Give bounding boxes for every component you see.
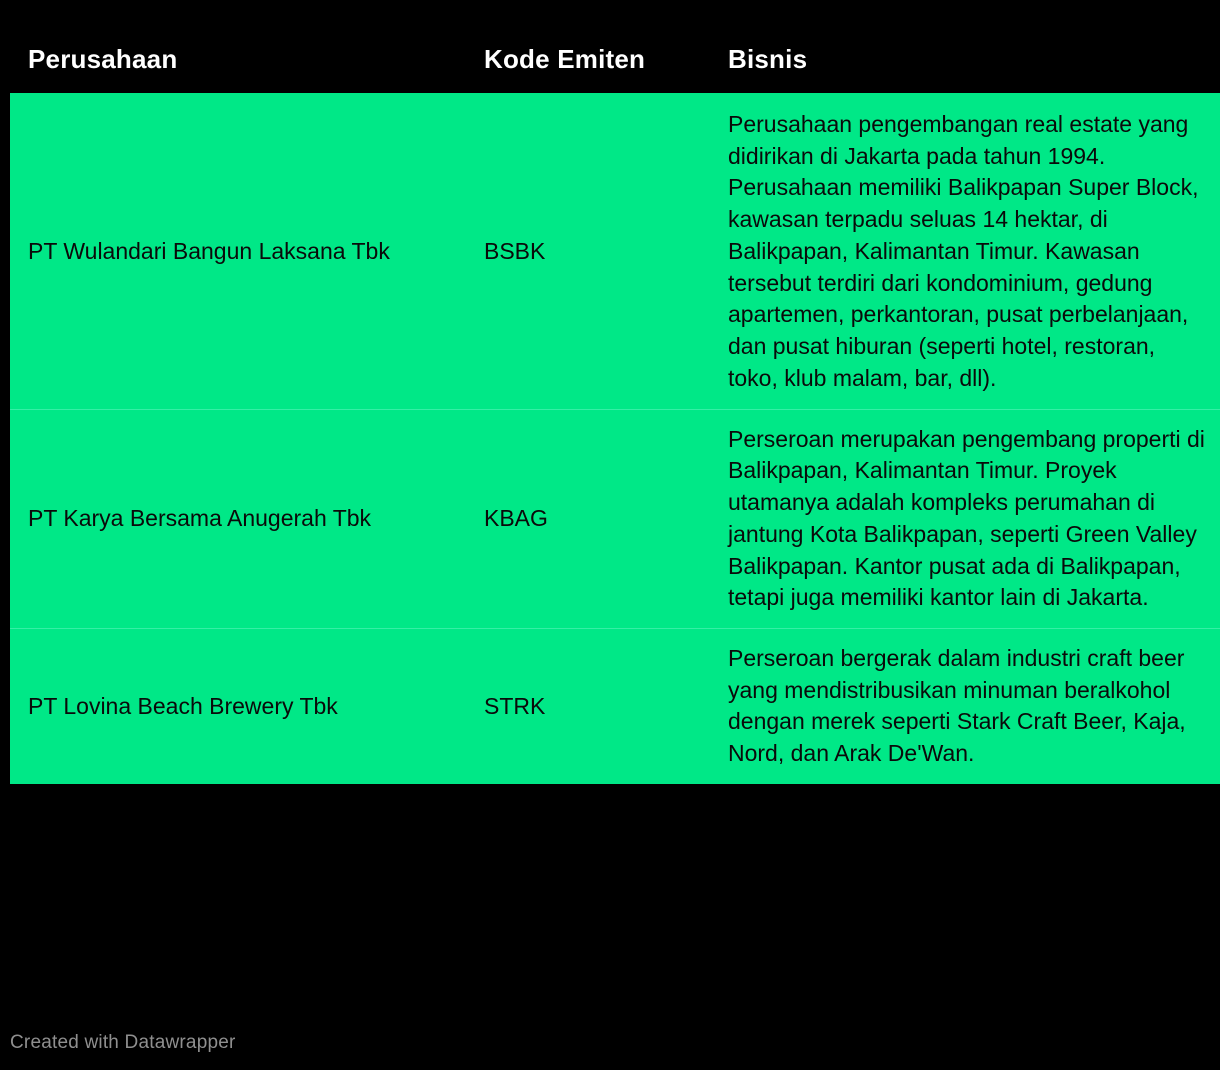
cell-business: Perusahaan pengembangan real estate yang didirikan di Jakarta pada tahun 1994. Perusahaan memiliki Balikpapan Super Block, kawasan terpadu seluas 14 hektar, di Balikpapan, Kalimantan Timur. Kawasan tersebut terdiri dari kondominium, gedung apartemen, perkantoran, pusat perbelanjaan, dan pusat hiburan (seperti hotel, restoran, toko, klub malam, bar, dll). [720, 93, 1220, 409]
cell-business: Perseroan bergerak dalam industri craft beer yang mendistribusikan minuman beralkohol dengan merek seperti Stark Craft Beer, Kaja, Nord, dan Arak De'Wan. [720, 629, 1220, 784]
cell-code: STRK [476, 629, 720, 784]
table-row [10, 93, 1220, 409]
table-header [10, 28, 1220, 93]
table-row [10, 629, 1220, 784]
table-row [10, 409, 1220, 628]
cell-company: PT Wulandari Bangun Laksana Tbk [10, 93, 476, 409]
company-table [10, 28, 1220, 784]
datawrapper-credit-link[interactable]: Created with Datawrapper [10, 1032, 236, 1053]
footer-credit [10, 1032, 236, 1054]
cell-code: BSBK [476, 93, 720, 409]
column-header-business: Bisnis [720, 28, 1220, 93]
table-header-row [10, 28, 1220, 93]
cell-company: PT Lovina Beach Brewery Tbk [10, 629, 476, 784]
data-table-container [10, 28, 1210, 784]
column-header-code: Kode Emiten [476, 28, 720, 93]
cell-code: KBAG [476, 409, 720, 628]
cell-business: Perseroan merupakan pengembang properti di Balikpapan, Kalimantan Timur. Proyek utamanya adalah kompleks perumahan di jantung Kota Balikpapan, seperti Green Valley Balikpapan. Kantor pusat ada di Balikpapan, tetapi juga memiliki kantor lain di Jakarta. [720, 409, 1220, 628]
table-body [10, 93, 1220, 784]
cell-company: PT Karya Bersama Anugerah Tbk [10, 409, 476, 628]
column-header-company: Perusahaan [10, 28, 476, 93]
